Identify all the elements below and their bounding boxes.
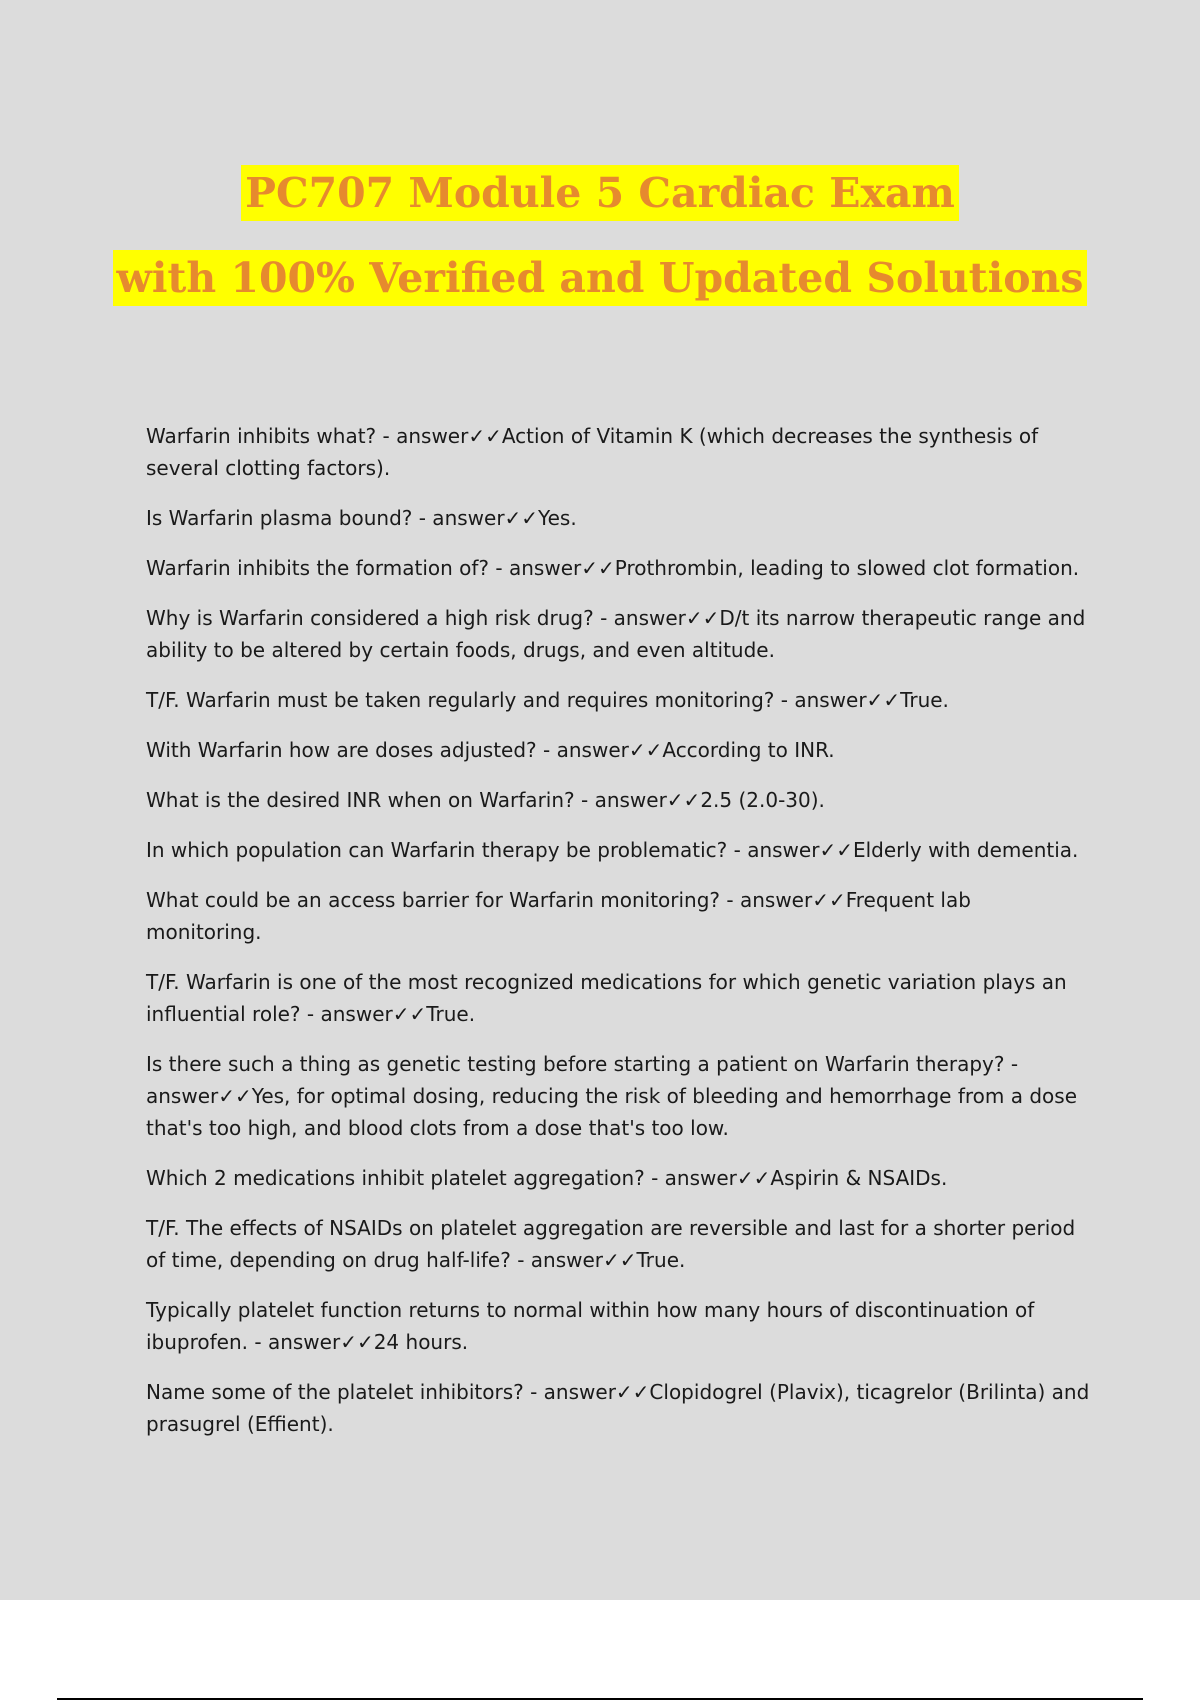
qa-list (146, 420, 1091, 1458)
qa-item: Typically platelet function returns to normal within how many hours of discontinuation of ibuprofen. - answer✓✓24 hours. (146, 1298, 1035, 1354)
qa-item: Which 2 medications inhibit platelet aggregation? - answer✓✓Aspirin & NSAIDs. (146, 1166, 948, 1190)
qa-item: T/F. Warfarin is one of the most recognized medications for which genetic variation plays an influential role? - answer✓✓True. (146, 970, 1067, 1026)
qa-item: What could be an access barrier for Warfarin monitoring? - answer✓✓Frequent lab monitoring. (146, 888, 971, 944)
qa-item: T/F. The effects of NSAIDs on platelet aggregation are reversible and last for a shorter period of time, depending on drug half-life? - answer✓✓True. (146, 1216, 1076, 1272)
qa-item: Warfarin inhibits the formation of? - answer✓✓Prothrombin, leading to slowed clot formation. (146, 556, 1080, 580)
qa-item: T/F. Warfarin must be taken regularly and requires monitoring? - answer✓✓True. (146, 688, 949, 712)
qa-item: Is there such a thing as genetic testing before starting a patient on Warfarin therapy? - answer✓✓Yes, for optimal dosing, reducing the risk of bleeding and hemorrhage from a dose that's too high, and blood clots from a dose that's too low. (146, 1052, 1078, 1140)
qa-item: What is the desired INR when on Warfarin? - answer✓✓2.5 (2.0-30). (146, 788, 825, 812)
title-line-1: PC707 Module 5 Cardiac Exam (241, 165, 959, 221)
qa-item: In which population can Warfarin therapy be problematic? - answer✓✓Elderly with dementia. (146, 838, 1079, 862)
qa-item: Warfarin inhibits what? - answer✓✓Action of Vitamin K (which decreases the synthesis of several clotting factors). (146, 424, 1039, 480)
title-line-2: with 100% Verified and Updated Solutions (113, 250, 1088, 306)
qa-item: Name some of the platelet inhibitors? - answer✓✓Clopidogrel (Plavix), ticagrelor (Brilinta) and prasugrel (Effient). (146, 1380, 1090, 1436)
document-title (0, 165, 1200, 306)
qa-item: With Warfarin how are doses adjusted? - answer✓✓According to INR. (146, 738, 835, 762)
qa-item: Why is Warfarin considered a high risk drug? - answer✓✓D/t its narrow therapeutic range and ability to be altered by certain foods, drugs, and even altitude. (146, 606, 1086, 662)
qa-item: Is Warfarin plasma bound? - answer✓✓Yes. (146, 506, 577, 530)
